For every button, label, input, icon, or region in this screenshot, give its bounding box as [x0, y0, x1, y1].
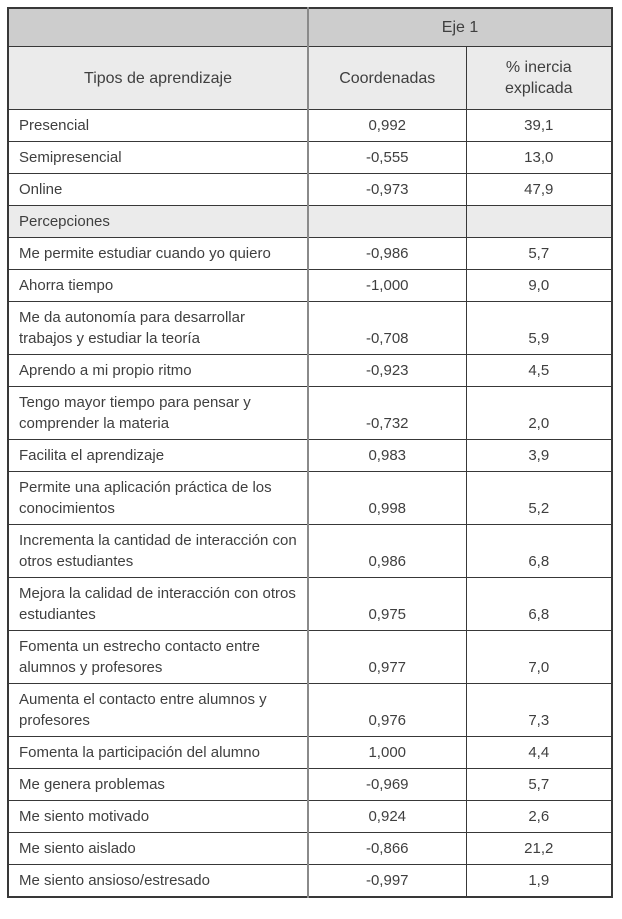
row-coordenadas-cell: 0,992 — [308, 110, 466, 142]
table-header — [8, 8, 612, 110]
row-inercia-cell: 13,0 — [466, 142, 612, 174]
row-coordenadas-cell: -0,997 — [308, 865, 466, 898]
row-label-cell: Percepciones — [8, 206, 308, 238]
row-coordenadas-cell: 0,924 — [308, 801, 466, 833]
table-row — [8, 110, 612, 142]
column-header-label: Tipos de aprendizaje — [8, 47, 308, 110]
row-label-cell: Me da autonomía para desarrollar trabajos y estudiar la teoría — [8, 302, 308, 355]
row-coordenadas-cell: 0,977 — [308, 631, 466, 684]
row-inercia-cell: 3,9 — [466, 440, 612, 472]
row-inercia-cell: 7,3 — [466, 684, 612, 737]
row-coordenadas-cell: -0,866 — [308, 833, 466, 865]
row-coordenadas-cell: 0,983 — [308, 440, 466, 472]
table-row — [8, 801, 612, 833]
row-label-cell: Permite una aplicación práctica de los conocimientos — [8, 472, 308, 525]
row-label-cell: Ahorra tiempo — [8, 270, 308, 302]
row-label-cell: Mejora la calidad de interacción con otros estudiantes — [8, 578, 308, 631]
axis-header-row — [8, 8, 612, 47]
row-label-cell: Semipresencial — [8, 142, 308, 174]
row-inercia-cell: 5,7 — [466, 238, 612, 270]
row-inercia-cell: 9,0 — [466, 270, 612, 302]
axis-header-cell: Eje 1 — [308, 8, 612, 47]
table-row — [8, 302, 612, 355]
row-inercia-cell: 4,5 — [466, 355, 612, 387]
row-coordenadas-cell: 0,976 — [308, 684, 466, 737]
table-row — [8, 737, 612, 769]
row-inercia-cell: 39,1 — [466, 110, 612, 142]
row-coordenadas-cell: -0,555 — [308, 142, 466, 174]
row-inercia-cell: 5,2 — [466, 472, 612, 525]
row-coordenadas-cell: 0,986 — [308, 525, 466, 578]
correspondence-analysis-table — [7, 7, 613, 898]
row-label-cell: Me permite estudiar cuando yo quiero — [8, 238, 308, 270]
section-divider-row — [8, 206, 612, 238]
row-coordenadas-cell: -0,923 — [308, 355, 466, 387]
row-inercia-cell: 2,0 — [466, 387, 612, 440]
row-coordenadas-cell: -0,708 — [308, 302, 466, 355]
table-row — [8, 270, 612, 302]
table-row — [8, 833, 612, 865]
row-coordenadas-cell: 0,975 — [308, 578, 466, 631]
table-row — [8, 769, 612, 801]
row-inercia-cell: 7,0 — [466, 631, 612, 684]
table-row — [8, 525, 612, 578]
corner-empty-cell — [8, 8, 308, 47]
table-row — [8, 578, 612, 631]
row-coordenadas-cell: -1,000 — [308, 270, 466, 302]
row-label-cell: Me genera problemas — [8, 769, 308, 801]
row-coordenadas-cell: -0,973 — [308, 174, 466, 206]
column-header-coordenadas: Coordenadas — [308, 47, 466, 110]
row-inercia-cell — [466, 206, 612, 238]
row-inercia-cell: 4,4 — [466, 737, 612, 769]
table-row — [8, 865, 612, 898]
row-coordenadas-cell: -0,969 — [308, 769, 466, 801]
row-label-cell: Facilita el aprendizaje — [8, 440, 308, 472]
column-header-inercia: % inercia explicada — [466, 47, 612, 110]
row-inercia-cell: 1,9 — [466, 865, 612, 898]
table-row — [8, 174, 612, 206]
table-row — [8, 440, 612, 472]
row-label-cell: Me siento aislado — [8, 833, 308, 865]
table-row — [8, 472, 612, 525]
table-row — [8, 684, 612, 737]
row-label-cell: Tengo mayor tiempo para pensar y comprender la materia — [8, 387, 308, 440]
table-row — [8, 355, 612, 387]
row-inercia-cell: 5,7 — [466, 769, 612, 801]
row-label-cell: Incrementa la cantidad de interacción con otros estudiantes — [8, 525, 308, 578]
row-label-cell: Presencial — [8, 110, 308, 142]
column-header-row — [8, 47, 612, 110]
table-row — [8, 238, 612, 270]
row-label-cell: Aprendo a mi propio ritmo — [8, 355, 308, 387]
table-row — [8, 631, 612, 684]
row-coordenadas-cell: -0,732 — [308, 387, 466, 440]
table-body — [8, 110, 612, 898]
row-inercia-cell: 6,8 — [466, 578, 612, 631]
table-row — [8, 387, 612, 440]
row-coordenadas-cell — [308, 206, 466, 238]
row-inercia-cell: 2,6 — [466, 801, 612, 833]
row-inercia-cell: 6,8 — [466, 525, 612, 578]
row-coordenadas-cell: 0,998 — [308, 472, 466, 525]
row-label-cell: Me siento motivado — [8, 801, 308, 833]
row-label-cell: Me siento ansioso/estresado — [8, 865, 308, 898]
row-label-cell: Online — [8, 174, 308, 206]
row-label-cell: Aumenta el contacto entre alumnos y profesores — [8, 684, 308, 737]
row-label-cell: Fomenta un estrecho contacto entre alumnos y profesores — [8, 631, 308, 684]
row-inercia-cell: 5,9 — [466, 302, 612, 355]
row-label-cell: Fomenta la participación del alumno — [8, 737, 308, 769]
row-inercia-cell: 21,2 — [466, 833, 612, 865]
row-coordenadas-cell: 1,000 — [308, 737, 466, 769]
table-row — [8, 142, 612, 174]
row-inercia-cell: 47,9 — [466, 174, 612, 206]
row-coordenadas-cell: -0,986 — [308, 238, 466, 270]
